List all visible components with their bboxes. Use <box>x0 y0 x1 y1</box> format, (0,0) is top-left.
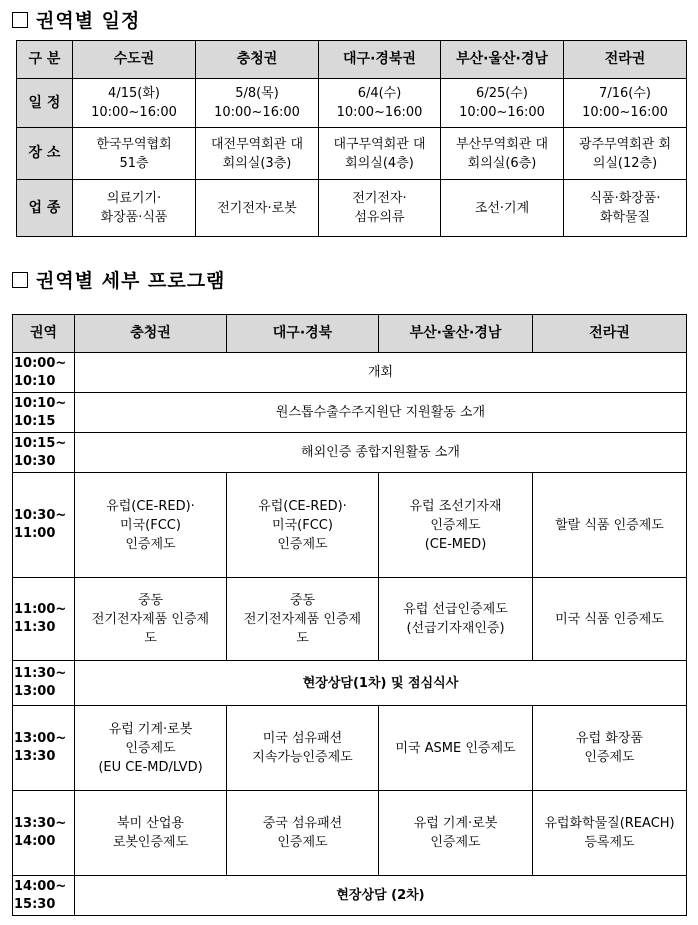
header-cell: 수도권 <box>73 41 196 79</box>
cell-line: 로봇인증제도 <box>112 835 189 850</box>
schedule-cell <box>196 180 319 237</box>
header-cell: 구 분 <box>17 41 73 79</box>
cell-line: 유럽 선급인증제도 <box>403 602 508 617</box>
row-label: 업 종 <box>17 180 73 237</box>
schedule-cell <box>441 180 564 237</box>
session-cell <box>227 578 379 661</box>
cell-line: 중동 <box>289 592 316 608</box>
cell-line: 인증제도 <box>125 536 176 552</box>
cell-line: 10:00~16:00 <box>214 105 300 120</box>
cell-line: 10:30 <box>14 453 56 469</box>
cell-line: 미국 섬유패션 <box>262 731 343 746</box>
session-cell <box>75 791 227 876</box>
section-title-text: 권역별 일정 <box>36 10 141 32</box>
session-cell <box>227 473 379 578</box>
cell-line: 유럽 기계·로봇 <box>108 721 193 737</box>
section-title-program <box>12 266 225 293</box>
time-cell <box>13 353 75 393</box>
time-cell <box>13 433 75 473</box>
cell-line: 미국(FCC) <box>120 517 181 533</box>
header-cell: 전라권 <box>533 315 687 353</box>
cell-line: 중국 섬유패션 <box>262 816 343 831</box>
time-cell <box>13 661 75 706</box>
cell-line: 전기전자·로봇 <box>217 200 297 216</box>
schedule-cell <box>73 180 196 237</box>
schedule-cell <box>73 79 196 128</box>
time-cell <box>13 876 75 916</box>
cell-line: 미국(FCC) <box>272 517 333 533</box>
cell-line: 인증제도 <box>430 517 481 533</box>
cell-line: 중동 <box>137 592 164 608</box>
merged-session-cell: 개회 <box>75 353 687 393</box>
cell-line: 인증제도 <box>277 536 328 552</box>
cell-line: 14:00 <box>14 834 56 849</box>
cell-line: 유럽화학물질(REACH) <box>544 816 675 831</box>
section-title-text: 권역별 세부 프로그램 <box>36 270 226 292</box>
cell-line: 10:10~ <box>14 395 67 411</box>
row-label: 일 정 <box>17 79 73 128</box>
cell-line: 북미 산업용 <box>117 816 184 831</box>
merged-session-cell: 현장상담 (2차) <box>75 876 687 916</box>
cell-line: 11:30~ <box>14 666 67 681</box>
schedule-cell <box>196 79 319 128</box>
cell-line: 지속가능인증제도 <box>252 750 353 765</box>
schedule-cell <box>564 128 687 180</box>
cell-line: 화장품·식품 <box>100 210 168 225</box>
program-row <box>13 473 687 578</box>
cell-line: 전기전자· <box>352 191 407 206</box>
checkbox-square-icon <box>12 272 28 288</box>
session-cell <box>379 791 533 876</box>
header-cell: 부산·울산·경남 <box>379 315 533 353</box>
cell-line: 13:00~ <box>14 731 67 746</box>
cell-line: 11:30 <box>14 620 56 635</box>
schedule-cell <box>196 128 319 180</box>
cell-line: 15:30 <box>14 896 56 912</box>
cell-line: 10:00~ <box>14 355 67 371</box>
schedule-cell <box>564 180 687 237</box>
merged-session-cell: 원스톱수출수주지원단 지원활동 소개 <box>75 393 687 433</box>
cell-line: 7/16(수) <box>599 86 651 101</box>
cell-line: 등록제도 <box>584 835 635 850</box>
row-label: 장 소 <box>17 128 73 180</box>
cell-line: 광주무역회관 회 <box>578 136 672 152</box>
cell-line: 할랄 식품 인증제도 <box>555 517 664 533</box>
schedule-cell <box>564 79 687 128</box>
session-cell <box>75 578 227 661</box>
schedule-row-industry <box>17 180 687 237</box>
session-cell <box>379 473 533 578</box>
session-cell <box>533 578 687 661</box>
session-cell <box>75 473 227 578</box>
header-cell: 전라권 <box>564 41 687 79</box>
cell-line: 13:00 <box>14 684 56 699</box>
cell-line: 10:00~16:00 <box>91 105 177 120</box>
time-cell <box>13 706 75 791</box>
cell-line: 5/8(목) <box>235 86 279 101</box>
cell-line: 도 <box>144 630 157 646</box>
cell-line: 섬유의류 <box>354 210 405 225</box>
header-cell: 권역 <box>13 315 75 353</box>
cell-line: 10:15 <box>14 413 56 429</box>
cell-line: 10:00~16:00 <box>582 105 668 120</box>
cell-line: (선급기자재인증) <box>406 621 505 636</box>
cell-line: 6/25(수) <box>476 86 528 101</box>
header-cell: 부산·울산·경남 <box>441 41 564 79</box>
program-row <box>13 791 687 876</box>
cell-line: 대구무역회관 대 <box>333 136 426 152</box>
session-cell <box>533 791 687 876</box>
cell-line: 10:00~16:00 <box>459 105 545 120</box>
cell-line: 6/4(수) <box>357 86 402 101</box>
schedule-cell <box>319 180 441 237</box>
cell-line: 10:10 <box>14 373 56 389</box>
cell-line: 회의실(6층) <box>467 155 537 171</box>
merged-session-cell: 해외인증 종합지원활동 소개 <box>75 433 687 473</box>
cell-line: 유럽 조선기자재 <box>409 498 502 514</box>
cell-line: 4/15(화) <box>108 86 160 101</box>
session-cell <box>227 791 379 876</box>
cell-line: 11:00~ <box>14 602 67 617</box>
section-title-schedule <box>12 6 140 33</box>
cell-line: 전기전자제품 인증제 <box>91 611 210 627</box>
cell-line: 유럽 화장품 <box>576 731 643 746</box>
header-cell: 충청권 <box>75 315 227 353</box>
session-cell <box>75 706 227 791</box>
cell-line: 13:30~ <box>14 816 67 831</box>
time-cell <box>13 473 75 578</box>
cell-line: 의료기기· <box>106 191 162 206</box>
cell-line: 회의실(4층) <box>345 155 414 171</box>
schedule-row-date <box>17 79 687 128</box>
checkbox-square-icon <box>12 12 28 28</box>
cell-line: 도 <box>296 630 309 646</box>
program-row <box>13 706 687 791</box>
session-cell <box>227 706 379 791</box>
schedule-cell <box>441 128 564 180</box>
schedule-cell <box>73 128 196 180</box>
session-cell <box>379 706 533 791</box>
cell-line: 13:30 <box>14 749 56 764</box>
cell-line: 인증제도 <box>584 750 635 765</box>
cell-line: 대전무역회관 대 <box>210 136 304 152</box>
schedule-table <box>16 40 687 237</box>
header-cell: 충청권 <box>196 41 319 79</box>
cell-line: 한국무역협회 <box>96 136 172 152</box>
session-cell <box>533 473 687 578</box>
cell-line: 인증제도 <box>277 835 328 850</box>
cell-line: 11:00 <box>14 526 56 541</box>
schedule-row-venue <box>17 128 687 180</box>
cell-line: 회의실(3층) <box>222 155 292 171</box>
program-row <box>13 393 687 433</box>
program-row <box>13 661 687 706</box>
cell-line: 유럽(CE-RED)· <box>258 498 347 514</box>
time-cell <box>13 791 75 876</box>
program-row <box>13 353 687 393</box>
cell-line: 식품·화장품· <box>589 191 661 206</box>
program-row <box>13 578 687 661</box>
merged-session-cell: 현장상담(1차) 및 점심식사 <box>75 661 687 706</box>
program-row <box>13 433 687 473</box>
cell-line: (CE-MED) <box>424 536 487 552</box>
cell-line: 10:15~ <box>14 435 67 451</box>
program-header-row <box>13 315 687 353</box>
cell-line: 51층 <box>119 155 149 171</box>
cell-line: 유럽(CE-RED)· <box>106 498 195 514</box>
session-cell <box>533 706 687 791</box>
cell-line: 미국 식품 인증제도 <box>555 611 664 627</box>
cell-line: 10:00~16:00 <box>336 105 423 120</box>
cell-line: 인증제도 <box>430 835 481 850</box>
cell-line: 10:30~ <box>14 508 67 523</box>
cell-line: 조선·기계 <box>474 200 530 216</box>
cell-line: 부산무역회관 대 <box>455 136 549 152</box>
time-cell <box>13 578 75 661</box>
header-cell: 대구·경북 <box>227 315 379 353</box>
session-cell <box>379 578 533 661</box>
cell-line: (EU CE-MD/LVD) <box>98 759 203 775</box>
header-cell: 대구·경북권 <box>319 41 441 79</box>
cell-line: 14:00~ <box>14 878 67 894</box>
schedule-cell <box>319 79 441 128</box>
schedule-cell <box>319 128 441 180</box>
cell-line: 전기전자제품 인증제 <box>243 611 362 627</box>
cell-line: 인증제도 <box>125 740 176 756</box>
cell-line: 미국 ASME 인증제도 <box>395 740 516 756</box>
schedule-cell <box>441 79 564 128</box>
time-cell <box>13 393 75 433</box>
program-table <box>12 314 687 916</box>
cell-line: 의실(12층) <box>592 155 658 171</box>
cell-line: 화학물질 <box>599 210 651 225</box>
schedule-header-row <box>17 41 687 79</box>
program-row <box>13 876 687 916</box>
cell-line: 유럽 기계·로봇 <box>413 816 498 831</box>
